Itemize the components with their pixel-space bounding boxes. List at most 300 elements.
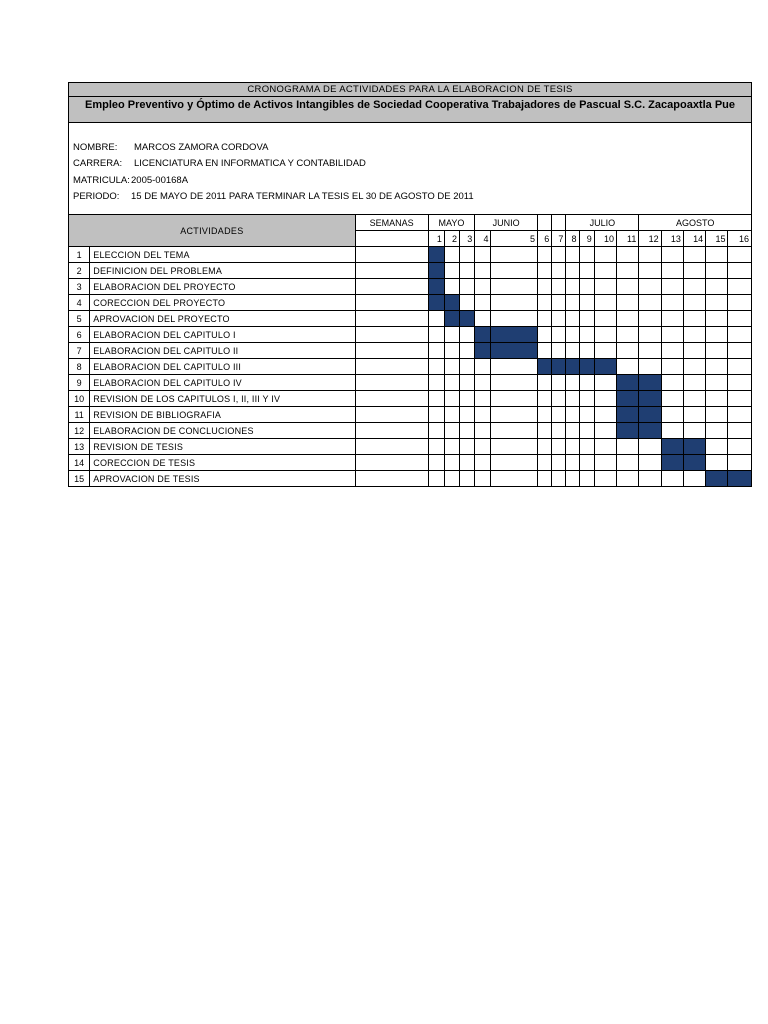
gantt-empty-cell [683,247,705,263]
gantt-empty-cell [491,263,538,279]
gantt-empty-cell [491,359,538,375]
gantt-empty-cell [579,263,594,279]
gantt-bar-cell [428,247,444,263]
gantt-empty-cell [639,311,661,327]
gantt-empty-cell [428,375,444,391]
activity-row [69,375,752,391]
gantt-empty-cell [706,279,728,295]
gantt-bar-cell [683,455,705,471]
actividades-header: ACTIVIDADES [69,215,356,247]
activity-number: 5 [69,311,90,327]
gantt-empty-cell [475,247,491,263]
gantt-empty-cell [566,295,579,311]
gantt-bar-cell [728,471,752,487]
semanas-cell [355,311,428,327]
gantt-empty-cell [538,455,552,471]
gantt-empty-cell [428,327,444,343]
semanas-cell [355,279,428,295]
gantt-empty-cell [538,263,552,279]
gantt-empty-cell [566,311,579,327]
gantt-empty-cell [444,247,459,263]
info-periodo [73,191,474,202]
activity-number: 10 [69,391,90,407]
gantt-empty-cell [460,295,475,311]
gantt-empty-cell [683,327,705,343]
activity-number: 14 [69,455,90,471]
gantt-empty-cell [728,439,752,455]
gantt-empty-cell [728,263,752,279]
gantt-empty-cell [538,471,552,487]
gantt-empty-cell [579,407,594,423]
gantt-bar-cell [617,407,639,423]
semanas-cell [355,391,428,407]
activity-name: APROVACION DE TESIS [90,471,355,487]
gantt-empty-cell [552,311,566,327]
gantt-empty-cell [460,279,475,295]
gantt-empty-cell [617,439,639,455]
gantt-empty-cell [594,471,616,487]
gantt-empty-cell [706,327,728,343]
activity-row [69,359,752,375]
gantt-empty-cell [538,391,552,407]
week-number: 10 [594,231,616,247]
gantt-empty-cell [706,391,728,407]
week-number: 2 [444,231,459,247]
gantt-empty-cell [639,327,661,343]
gantt-table [68,214,752,487]
gantt-empty-cell [594,407,616,423]
gantt-bar-cell [639,423,661,439]
activity-number: 15 [69,471,90,487]
gantt-empty-cell [706,407,728,423]
gantt-empty-cell [566,423,579,439]
gantt-bar-cell [444,311,459,327]
gantt-empty-cell [460,439,475,455]
gantt-empty-cell [491,247,538,263]
gantt-empty-cell [444,439,459,455]
gantt-empty-cell [706,359,728,375]
gantt-empty-cell [538,407,552,423]
gantt-empty-cell [683,343,705,359]
gantt-empty-cell [706,263,728,279]
gantt-empty-cell [566,343,579,359]
gantt-bar-cell [491,343,538,359]
gantt-empty-cell [538,423,552,439]
activity-name: ELABORACION DEL CAPITULO IV [90,375,355,391]
gantt-empty-cell [683,391,705,407]
activity-name: ELABORACION DEL CAPITULO III [90,359,355,375]
gantt-empty-cell [491,407,538,423]
gantt-empty-cell [728,407,752,423]
gantt-empty-cell [617,327,639,343]
gantt-empty-cell [639,247,661,263]
gantt-empty-cell [428,311,444,327]
gantt-empty-cell [579,247,594,263]
gantt-empty-cell [552,343,566,359]
activity-number: 4 [69,295,90,311]
gantt-empty-cell [491,455,538,471]
week-number: 8 [566,231,579,247]
gantt-empty-cell [428,407,444,423]
gantt-bar-cell [617,391,639,407]
gantt-bar-cell [617,375,639,391]
gantt-bar-cell [428,263,444,279]
activity-name: CORECCION DEL PROYECTO [90,295,355,311]
activity-name: ELECCION DEL TEMA [90,247,355,263]
gantt-empty-cell [552,375,566,391]
activity-number: 8 [69,359,90,375]
gantt-empty-cell [460,263,475,279]
gantt-empty-cell [661,311,683,327]
gantt-empty-cell [594,343,616,359]
gantt-empty-cell [728,295,752,311]
gantt-empty-cell [594,327,616,343]
activity-name: ELABORACION DEL CAPITULO II [90,343,355,359]
gantt-empty-cell [661,279,683,295]
gantt-bar-cell [475,343,491,359]
sheet-subtitle: Empleo Preventivo y Óptimo de Activos Intangibles de Sociedad Cooperativa Trabajadores de Pascual S.C. Zacapoaxtla Pue [68,97,752,123]
gantt-empty-cell [552,455,566,471]
gantt-empty-cell [639,439,661,455]
activity-row [69,327,752,343]
activity-row [69,455,752,471]
activity-row [69,295,752,311]
gantt-empty-cell [460,391,475,407]
gantt-empty-cell [566,407,579,423]
gantt-empty-cell [639,343,661,359]
gantt-empty-cell [444,471,459,487]
gantt-empty-cell [594,455,616,471]
gantt-empty-cell [617,295,639,311]
activity-name: DEFINICION DEL PROBLEMA [90,263,355,279]
gantt-empty-cell [639,359,661,375]
gantt-empty-cell [706,311,728,327]
gantt-empty-cell [661,375,683,391]
gantt-empty-cell [617,343,639,359]
week-number: 3 [460,231,475,247]
gantt-empty-cell [579,279,594,295]
semanas-cell [355,295,428,311]
gantt-empty-cell [661,327,683,343]
gantt-empty-cell [594,423,616,439]
gantt-empty-cell [475,295,491,311]
gantt-empty-cell [552,391,566,407]
semanas-cell [355,423,428,439]
activity-name: CORECCION DE TESIS [90,455,355,471]
gantt-bar-cell [661,455,683,471]
activity-row [69,439,752,455]
gantt-bar-cell [617,423,639,439]
activity-name: APROVACION DEL PROYECTO [90,311,355,327]
gantt-empty-cell [728,343,752,359]
gantt-empty-cell [552,327,566,343]
gantt-empty-cell [594,279,616,295]
week-number: 6 [538,231,552,247]
month-header: AGOSTO [639,215,752,231]
gantt-empty-cell [594,295,616,311]
gantt-empty-cell [566,279,579,295]
gantt-empty-cell [538,343,552,359]
gantt-empty-cell [566,391,579,407]
gantt-empty-cell [683,279,705,295]
gantt-empty-cell [460,343,475,359]
gantt-empty-cell [444,391,459,407]
gantt-empty-cell [552,407,566,423]
semanas-cell [355,343,428,359]
gantt-empty-cell [538,311,552,327]
gantt-empty-cell [579,343,594,359]
gantt-empty-cell [491,311,538,327]
gantt-empty-cell [683,359,705,375]
info-value: 2005-00168A [131,175,189,186]
gantt-empty-cell [566,439,579,455]
gantt-empty-cell [683,407,705,423]
gantt-empty-cell [579,439,594,455]
gantt-empty-cell [728,247,752,263]
gantt-bar-cell [428,279,444,295]
gantt-empty-cell [594,439,616,455]
gantt-empty-cell [661,343,683,359]
gantt-empty-cell [661,391,683,407]
gantt-empty-cell [491,295,538,311]
month-header: MAYO [428,215,475,231]
gantt-empty-cell [617,263,639,279]
gantt-empty-cell [444,359,459,375]
gantt-empty-cell [475,391,491,407]
gantt-empty-cell [594,247,616,263]
gantt-empty-cell [683,375,705,391]
gantt-empty-cell [706,343,728,359]
week-number: 9 [579,231,594,247]
activity-row [69,263,752,279]
gantt-empty-cell [552,439,566,455]
gantt-empty-cell [639,455,661,471]
semanas-cell [355,407,428,423]
gantt-empty-cell [661,263,683,279]
gantt-empty-cell [475,279,491,295]
student-info [68,123,752,215]
gantt-empty-cell [566,375,579,391]
week-number: 1 [428,231,444,247]
activity-row [69,407,752,423]
semanas-cell [355,471,428,487]
gantt-empty-cell [594,375,616,391]
week-number: 4 [475,231,491,247]
gantt-empty-cell [460,327,475,343]
gantt-empty-cell [491,391,538,407]
week-number: 5 [491,231,538,247]
gantt-bar-cell [661,439,683,455]
info-label: MATRICULA: [73,175,130,186]
week-number: 15 [706,231,728,247]
gantt-empty-cell [475,471,491,487]
gantt-empty-cell [579,327,594,343]
gantt-empty-cell [460,423,475,439]
gantt-empty-cell [566,263,579,279]
gantt-empty-cell [444,455,459,471]
gantt-empty-cell [538,439,552,455]
month-header [552,215,566,231]
gantt-empty-cell [566,327,579,343]
info-value: 15 DE MAYO DE 2011 PARA TERMINAR LA TESIS EL 30 DE AGOSTO DE 2011 [131,191,474,202]
activity-number: 11 [69,407,90,423]
gantt-empty-cell [706,375,728,391]
gantt-empty-cell [639,263,661,279]
gantt-empty-cell [428,423,444,439]
info-matricula [73,175,189,186]
activity-number: 12 [69,423,90,439]
gantt-empty-cell [475,263,491,279]
gantt-empty-cell [617,311,639,327]
activity-number: 2 [69,263,90,279]
gantt-empty-cell [728,327,752,343]
week-number: 12 [639,231,661,247]
activity-number: 3 [69,279,90,295]
activity-number: 9 [69,375,90,391]
activity-row [69,247,752,263]
gantt-empty-cell [579,295,594,311]
gantt-empty-cell [460,359,475,375]
gantt-empty-cell [617,247,639,263]
activity-number: 7 [69,343,90,359]
month-header: JUNIO [475,215,538,231]
gantt-empty-cell [579,423,594,439]
gantt-empty-cell [706,439,728,455]
activity-row [69,279,752,295]
gantt-bar-cell [491,327,538,343]
gantt-empty-cell [444,423,459,439]
activity-name: REVISION DE BIBLIOGRAFIA [90,407,355,423]
semanas-cell [355,455,428,471]
sheet-title: CRONOGRAMA DE ACTIVIDADES PARA LA ELABORACION DE TESIS [68,82,752,97]
gantt-empty-cell [594,311,616,327]
gantt-empty-cell [661,471,683,487]
gantt-empty-cell [639,471,661,487]
gantt-empty-cell [428,439,444,455]
gantt-empty-cell [460,471,475,487]
gantt-empty-cell [661,295,683,311]
gantt-empty-cell [428,455,444,471]
gantt-empty-cell [475,439,491,455]
gantt-empty-cell [444,327,459,343]
gantt-empty-cell [475,359,491,375]
gantt-empty-cell [428,343,444,359]
gantt-empty-cell [475,423,491,439]
gantt-empty-cell [579,375,594,391]
gantt-empty-cell [706,295,728,311]
gantt-empty-cell [728,359,752,375]
gantt-empty-cell [428,391,444,407]
activity-number: 1 [69,247,90,263]
gantt-empty-cell [460,247,475,263]
gantt-empty-cell [639,279,661,295]
gantt-bar-cell [552,359,566,375]
activity-row [69,311,752,327]
gantt-empty-cell [706,247,728,263]
gantt-empty-cell [579,311,594,327]
activity-row [69,391,752,407]
activity-number: 13 [69,439,90,455]
gantt-empty-cell [706,423,728,439]
gantt-empty-cell [579,471,594,487]
gantt-bar-cell [706,471,728,487]
semanas-cell [355,327,428,343]
gantt-empty-cell [639,295,661,311]
semanas-cell [355,375,428,391]
gantt-bar-cell [475,327,491,343]
gantt-empty-cell [728,311,752,327]
activity-number: 6 [69,327,90,343]
gantt-empty-cell [617,471,639,487]
month-header [538,215,552,231]
gantt-empty-cell [661,247,683,263]
activity-name: ELABORACION DEL PROYECTO [90,279,355,295]
activity-name: REVISION DE LOS CAPITULOS I, II, III Y IV [90,391,355,407]
gantt-bar-cell [594,359,616,375]
gantt-empty-cell [428,471,444,487]
gantt-empty-cell [444,263,459,279]
week-number: 7 [552,231,566,247]
gantt-empty-cell [683,295,705,311]
gantt-empty-cell [594,391,616,407]
gantt-empty-cell [491,439,538,455]
activity-row [69,471,752,487]
gantt-empty-cell [552,247,566,263]
week-number: 16 [728,231,752,247]
activity-row [69,343,752,359]
gantt-empty-cell [579,455,594,471]
gantt-empty-cell [491,471,538,487]
gantt-empty-cell [683,263,705,279]
gantt-empty-cell [444,375,459,391]
gantt-empty-cell [538,327,552,343]
gantt-empty-cell [728,391,752,407]
gantt-empty-cell [683,423,705,439]
gantt-bar-cell [566,359,579,375]
gantt-empty-cell [617,359,639,375]
semanas-cell [355,263,428,279]
week-number: 14 [683,231,705,247]
info-label: CARRERA: [73,158,123,169]
gantt-bar-cell [639,375,661,391]
gantt-empty-cell [661,423,683,439]
gantt-bar-cell [444,295,459,311]
gantt-empty-cell [594,263,616,279]
gantt-empty-cell [428,359,444,375]
gantt-empty-cell [617,279,639,295]
gantt-empty-cell [491,375,538,391]
gantt-empty-cell [444,407,459,423]
info-label: PERIODO: [73,191,120,202]
gantt-bar-cell [639,391,661,407]
info-label: NOMBRE: [73,142,118,153]
gantt-empty-cell [566,455,579,471]
gantt-empty-cell [566,247,579,263]
gantt-empty-cell [552,471,566,487]
gantt-empty-cell [475,407,491,423]
gantt-bar-cell [538,359,552,375]
gantt-empty-cell [617,455,639,471]
gantt-empty-cell [538,279,552,295]
gantt-bar-cell [460,311,475,327]
gantt-empty-cell [728,423,752,439]
gantt-empty-cell [728,375,752,391]
semanas-cell [355,359,428,375]
info-value: MARCOS ZAMORA CORDOVA [134,142,269,153]
activity-row [69,423,752,439]
info-carrera [73,158,366,169]
gantt-empty-cell [728,279,752,295]
